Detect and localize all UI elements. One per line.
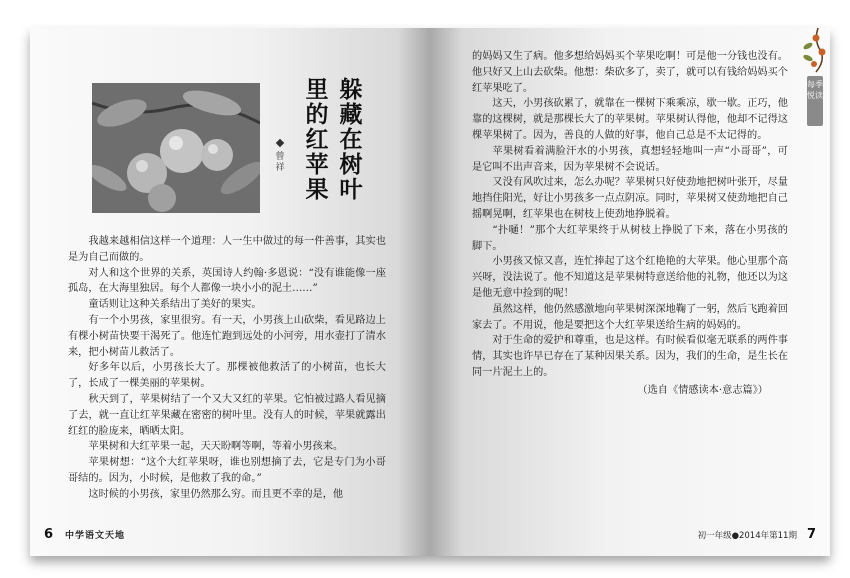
paragraph: 童话则让这种关系结出了美好的果实。 <box>88 299 262 311</box>
title-char: 红 <box>305 127 329 153</box>
paragraph: “扑嗵！”那个大红苹果终于从树枝上挣脱了下来，落在小男孩的脚下。 <box>472 224 788 252</box>
title-char: 苹 <box>305 152 329 178</box>
title-char: 的 <box>305 102 329 128</box>
paragraph: 这时候的小男孩，家里仍然那么穷。而且更不幸的是，他 <box>88 488 344 500</box>
page-number-right: 7 <box>806 527 816 542</box>
article-title-line1 <box>332 78 370 203</box>
paragraph: 这天，小男孩砍累了，就靠在一棵树下乘乘凉，歇一歇。正巧，他靠的这棵树，就是那棵长大了的苹果树。苹果树认得他，他却不记得这棵苹果树了。因为，善良的人做的好事，他自己总是不太记得的。 <box>472 98 788 141</box>
paragraph: 秋天到了，苹果树结了一个又大又红的苹果。它怕被过路人看见摘了去，就一直让红苹果藏在密密的树叶里。没有人的时候，苹果就露出红红的脸庞来，晒晒太阳。 <box>68 393 386 437</box>
paragraph: 对于生命的爱护和尊重，也是这样。有时候看似毫无联系的两件事情，其实也许早已存在了某种因果关系。因为，我们的生命，是生长在同一片泥土上的。 <box>472 335 788 378</box>
paragraph: 有一个小男孩，家里很穷。有一天，小男孩上山砍柴，看见路边上有棵小树苗快要干渴死了。他连忙跑到远处的小河旁，用水壶打了清水来，把小树苗儿救活了。 <box>68 314 386 358</box>
paragraph: 小男孩又惊又喜，连忙捧起了这个红艳艳的大苹果。他心里那个高兴呀，没法说了。他不知道这是苹果树特意送给他的礼物，他还以为这是他无意中捡到的呢！ <box>472 256 788 299</box>
author-marker-icon <box>276 139 284 147</box>
title-char: 里 <box>305 77 329 103</box>
magazine-spread <box>30 28 830 556</box>
right-body-text <box>472 49 788 399</box>
title-char: 叶 <box>339 177 363 203</box>
apple-branch-photo <box>92 83 260 213</box>
article-title-line2 <box>298 78 336 203</box>
section-tab: 每季悦读 <box>807 76 823 126</box>
left-footer <box>44 527 125 542</box>
paragraph: 我越来越相信这样一个道理：人一生中做过的每一件善事，其实也是为自己而做的。 <box>68 236 386 263</box>
page-number-left: 6 <box>44 527 54 542</box>
title-char: 树 <box>339 152 363 178</box>
author-byline <box>273 140 287 174</box>
right-page <box>430 28 830 556</box>
source-citation: （选自《情感读本·意志篇》） <box>637 384 768 396</box>
paragraph: 苹果树看着满脸汗水的小男孩，真想轻轻地叫一声“小哥哥”，可是它叫不出声音来，因为苹果树不会说话。 <box>472 145 788 173</box>
title-char: 躲 <box>339 77 363 103</box>
magazine-name: 中学语文天地 <box>65 531 126 541</box>
title-char: 在 <box>339 127 363 153</box>
title-char: 果 <box>305 177 329 203</box>
vine-ornament-icon <box>796 28 826 80</box>
title-char: 祥 <box>275 163 285 173</box>
paragraph: 对人和这个世界的关系，英国诗人约翰·多恩说：“没有谁能像一座孤岛，在大海里独居。每个人都像一块小小的泥土……” <box>68 267 386 295</box>
title-char: 曾 <box>275 152 285 162</box>
issue-info: 初一年级●2014年第11期 <box>697 531 797 541</box>
paragraph: 虽然这样，他仍然感激地向苹果树深深地鞠了一躬，然后飞跑着回家去了。不用说，他是要把这个大红苹果送给生病的妈妈的。 <box>472 303 788 331</box>
paragraph: 好多年以后，小男孩长大了。那棵被他救活了的小树苗，也长大了，长成了一棵美丽的苹果树。 <box>68 362 386 390</box>
paragraph: 苹果树和大红苹果一起，天天盼啊等啊，等着小男孩来。 <box>88 441 344 453</box>
author-name <box>273 152 287 174</box>
left-page <box>30 28 430 556</box>
title-char: 藏 <box>339 102 363 128</box>
paragraph: 苹果树想：“这个大红苹果呀，谁也别想摘了去，它是专门为小哥哥结的。因为，小时候，是他救了我的命。” <box>68 457 386 484</box>
left-body-text <box>68 234 386 503</box>
paragraph: 又没有风吹过来，怎么办呢？苹果树只好使劲地把树叶张开，尽量地挡住阳光，好让小男孩多一点点阴凉。同时，苹果树又使劲地把自己摇啊晃啊，红苹果也在树枝上使劲地挣脱着。 <box>472 177 788 220</box>
right-footer <box>698 527 816 542</box>
paragraph: 的妈妈又生了病。他多想给妈妈买个苹果吃啊！可是他一分钱也没有。他只好又上山去砍柴。他想：柴砍多了，卖了，就可以有钱给妈妈买个红苹果吃了。 <box>472 51 788 94</box>
apple-branch-illustration <box>92 83 260 213</box>
